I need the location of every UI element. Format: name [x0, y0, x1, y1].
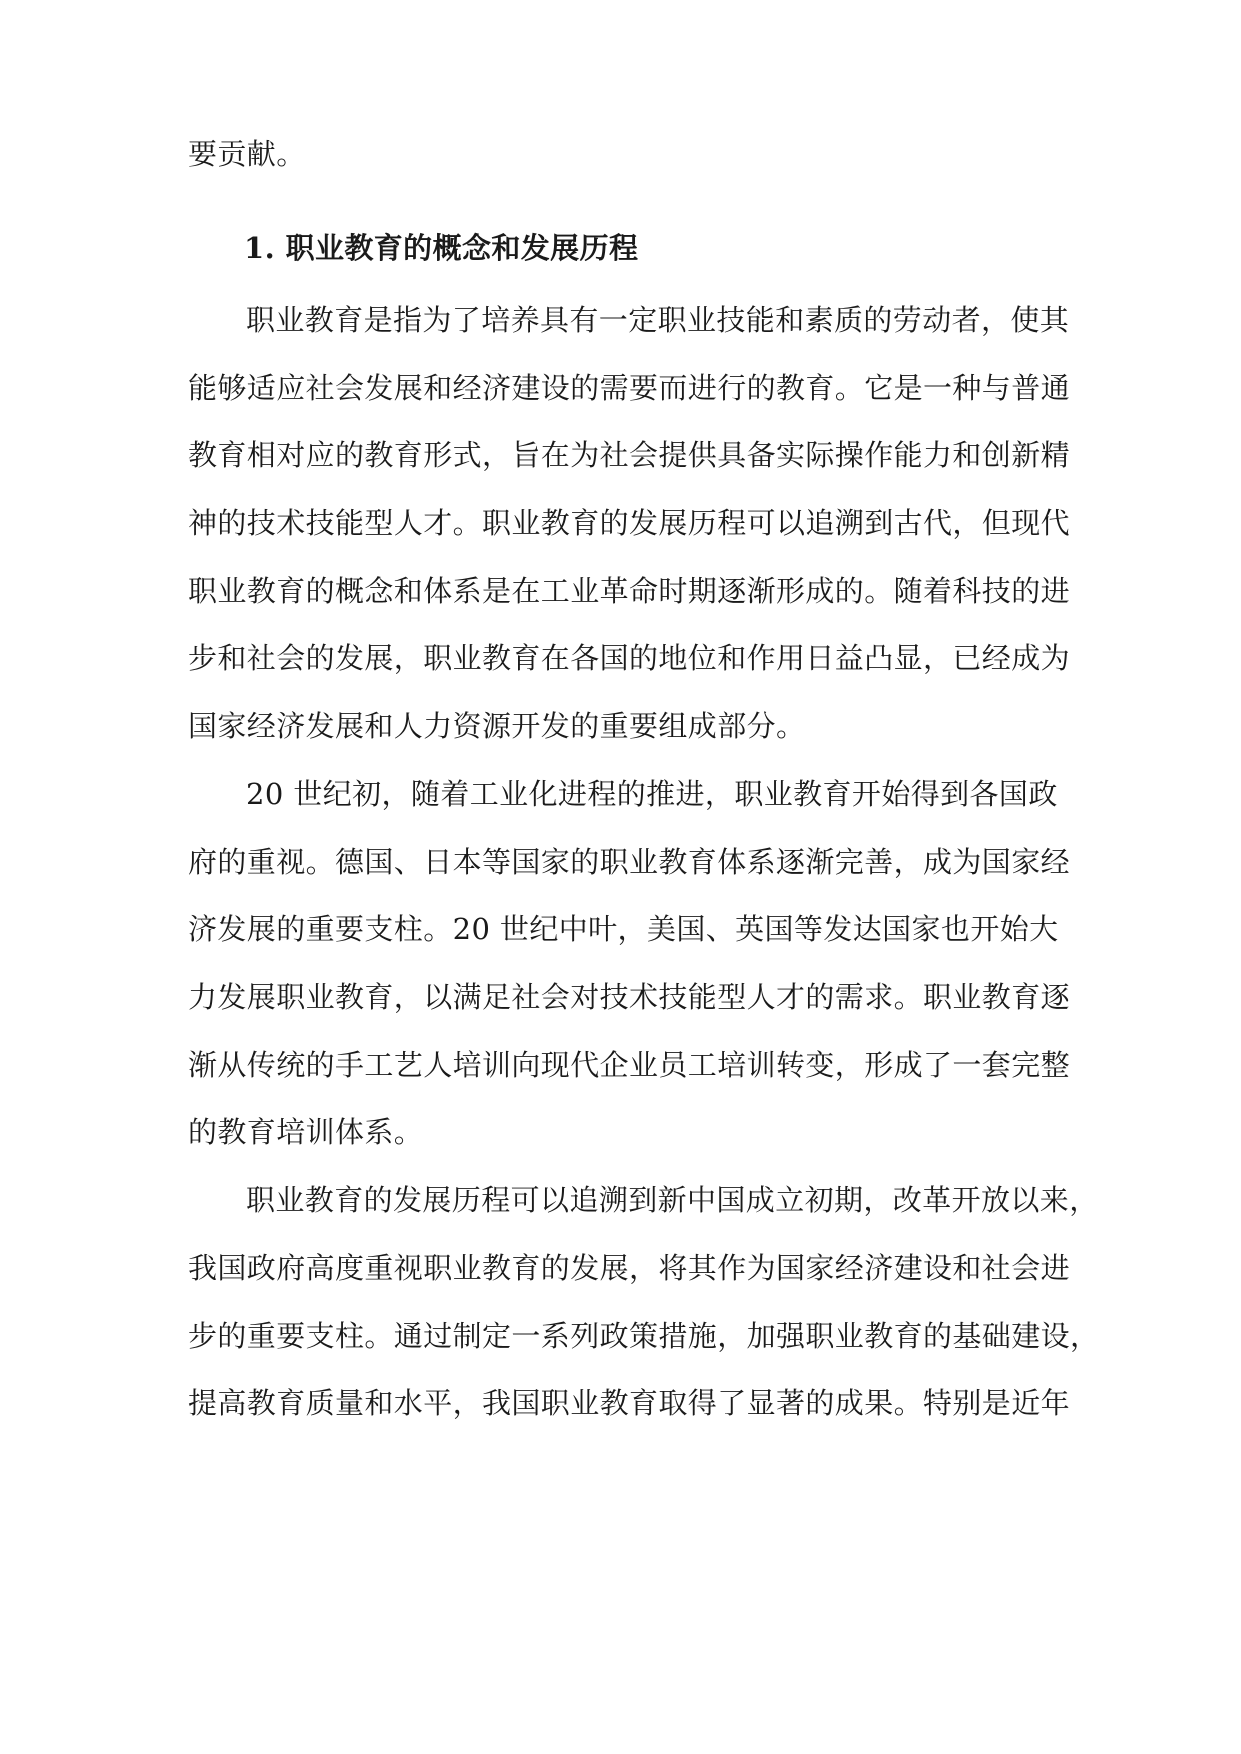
paragraph-3-line-1: 职业教育的发展历程可以追溯到新中国成立初期，改革开放以来，: [246, 1183, 1099, 1217]
paragraph-1-line-7: 国家经济发展和人力资源开发的重要组成部分。: [188, 709, 806, 743]
paragraph-3-line-4: 提高教育质量和水平，我国职业教育取得了显著的成果。特别是近年: [188, 1386, 1071, 1420]
paragraph-3-line-2: 我国政府高度重视职业教育的发展，将其作为国家经济建设和社会进: [188, 1251, 1071, 1285]
paragraph-1-line-5: 职业教育的概念和体系是在工业革命时期逐渐形成的。随着科技的进: [188, 574, 1071, 608]
paragraph-2-line-4: 力发展职业教育，以满足社会对技术技能型人才的需求。职业教育逐: [188, 980, 1071, 1014]
paragraph-1-line-3: 教育相对应的教育形式，旨在为社会提供具备实际操作能力和创新精: [188, 438, 1071, 472]
paragraph-1-line-1: 职业教育是指为了培养具有一定职业技能和素质的劳动者，使其: [246, 303, 1070, 337]
paragraph-2-line-3: 济发展的重要支柱。20 世纪中叶，美国、英国等发达国家也开始大: [188, 912, 1059, 946]
paragraph-1-line-4: 神的技术技能型人才。职业教育的发展历程可以追溯到古代，但现代: [188, 506, 1071, 540]
continuation-line: 要贡献。: [188, 137, 306, 171]
paragraph-2-line-2: 府的重视。德国、日本等国家的职业教育体系逐渐完善，成为国家经: [188, 845, 1071, 879]
section-heading: 1. 职业教育的概念和发展历程: [244, 231, 639, 265]
paragraph-2-line-6: 的教育培训体系。: [188, 1115, 424, 1149]
paragraph-1-line-2: 能够适应社会发展和经济建设的需要而进行的教育。它是一种与普通: [188, 371, 1071, 405]
paragraph-2-line-1: 20 世纪初，随着工业化进程的推进，职业教育开始得到各国政: [246, 777, 1058, 811]
paragraph-1-line-6: 步和社会的发展，职业教育在各国的地位和作用日益凸显，已经成为: [188, 641, 1071, 675]
paragraph-3-line-3: 步的重要支柱。通过制定一系列政策措施，加强职业教育的基础建设，: [188, 1319, 1100, 1353]
paragraph-2-line-5: 渐从传统的手工艺人培训向现代企业员工培训转变，形成了一套完整: [188, 1048, 1071, 1082]
